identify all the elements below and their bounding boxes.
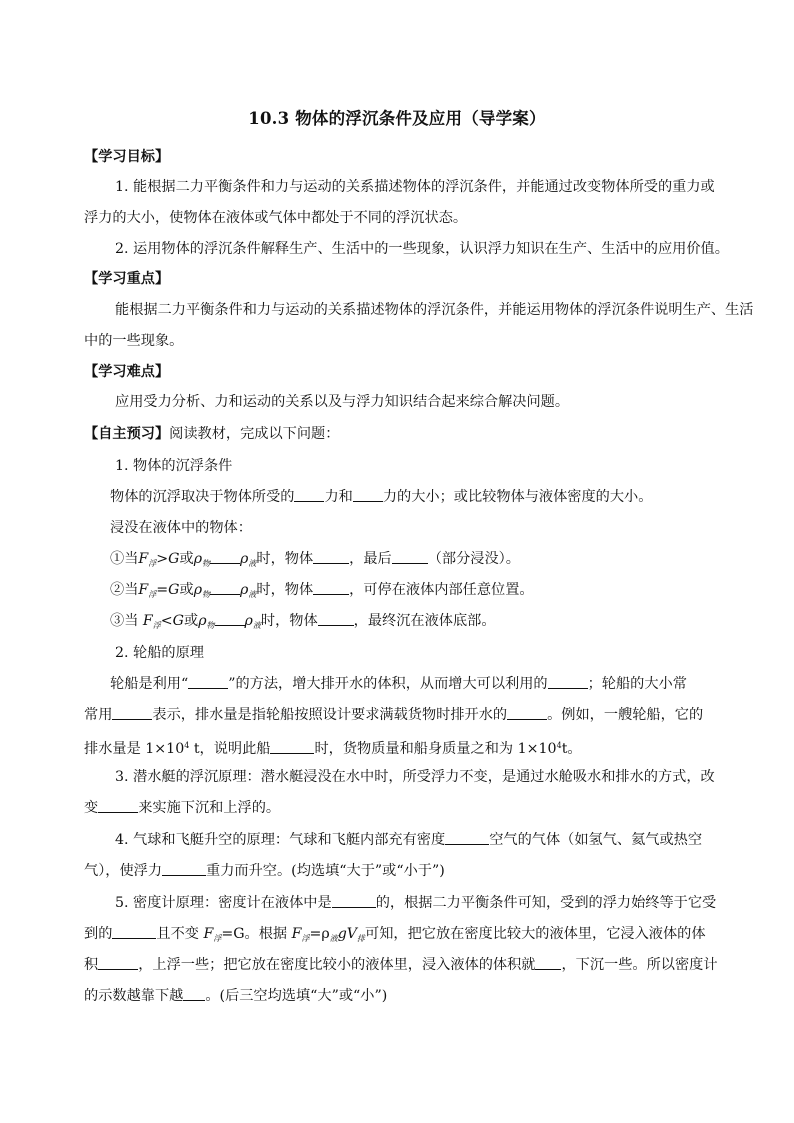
q2-l2-c: 。例如，一艘轮船，它的 xyxy=(547,707,704,723)
q5-l4-a: 的示数越靠下越 xyxy=(84,988,184,1004)
symbol-rho: ρ xyxy=(244,613,253,629)
symbol-gt: > xyxy=(156,551,169,567)
blank[interactable] xyxy=(507,705,547,720)
sub-fu: 浮 xyxy=(213,934,222,943)
sub-pai: 排 xyxy=(357,934,366,943)
symbol-rho: ρ xyxy=(193,582,203,598)
symbol-rho: ρ xyxy=(193,551,203,567)
blank[interactable] xyxy=(210,580,240,595)
c3-when: 时，物体 xyxy=(260,613,318,629)
goal-1-line-2: 浮力的大小，使物体在液体或气体中都处于不同的浮沉状态。 xyxy=(84,210,468,226)
q4-l1-a: 4. 气球和飞艇升空的原理：气球和飞艇内部充有密度 xyxy=(115,832,446,848)
q5-l1-b: 的，根据二力平衡条件可知，受到的浮力始终等于它受 xyxy=(375,895,717,911)
q3-line-2 xyxy=(84,798,280,818)
q5-l2-d: =ρ xyxy=(309,926,330,942)
blank[interactable] xyxy=(313,580,349,595)
symbol-F: F xyxy=(142,613,153,629)
q3-l2-b: 来实施下沉和上浮的。 xyxy=(138,800,281,816)
q2-l2-a: 常用 xyxy=(84,707,113,723)
sub-ye: 液 xyxy=(248,559,257,568)
blank[interactable] xyxy=(98,798,138,813)
blank[interactable] xyxy=(548,674,588,689)
sub-wu: 物 xyxy=(202,590,211,599)
word-or: 或 xyxy=(183,613,199,629)
sub-ye: 液 xyxy=(252,621,261,630)
blank[interactable] xyxy=(313,549,349,564)
q5-l2-c: =G。根据 xyxy=(221,926,292,942)
blank[interactable] xyxy=(294,487,324,502)
blank[interactable] xyxy=(445,830,489,845)
exponent: 4 xyxy=(184,741,190,750)
q5-l3-c: ，下沉一些。所以密度计 xyxy=(561,957,718,973)
c3-tail: ，最终沉在液体底部。 xyxy=(353,613,496,629)
q5-l2-a: 到的 xyxy=(84,926,113,942)
c1-tail-b: （部分浸没）。 xyxy=(427,551,520,567)
symbol-rho: ρ xyxy=(198,613,207,629)
q2-l3-d: t。 xyxy=(561,741,582,757)
c1-prefix: ①当 xyxy=(110,551,139,567)
blank[interactable] xyxy=(98,955,138,970)
q1-text-b: 力和 xyxy=(324,489,353,505)
heading-difficulties: 【学习难点】 xyxy=(84,364,170,380)
q5-line-1 xyxy=(115,893,716,913)
blank[interactable] xyxy=(215,611,245,626)
q1-text-a: 物体的沉浮取决于物体所受的 xyxy=(110,489,295,505)
difficulties-line-1: 应用受力分析、力和运动的关系以及与浮力知识结合起来综合解决问题。 xyxy=(115,394,570,410)
symbol-lt: < xyxy=(160,613,173,629)
q2-l1-b: ”的方法，增大排开水的体积，从而增大可以利用的 xyxy=(228,676,548,692)
sub-ye: 液 xyxy=(248,590,257,599)
blank[interactable] xyxy=(318,611,354,626)
blank[interactable] xyxy=(188,674,228,689)
q2-l3-a: 排水量是 1×10 xyxy=(84,741,185,757)
q1-text-c: 力的大小；或比较物体与液体密度的大小。 xyxy=(382,489,653,505)
exponent: 4 xyxy=(556,741,562,750)
c1-tail-a: ，最后 xyxy=(349,551,392,567)
symbol-F: F xyxy=(138,582,149,598)
q2-l1-a: 轮船是利用“ xyxy=(110,676,189,692)
heading-preview: 【自主预习】 xyxy=(84,426,170,442)
condition-1 xyxy=(110,549,520,574)
goal-2: 2. 运用物体的浮沉条件解释生产、生活中的一些现象，认识浮力知识在生产、生活中的应用价值。 xyxy=(115,241,729,257)
symbol-F: F xyxy=(138,551,149,567)
c2-tail: ，可停在液体内部任意位置。 xyxy=(349,582,534,598)
q2-line-1 xyxy=(110,674,687,694)
condition-3 xyxy=(110,611,496,636)
condition-2 xyxy=(110,580,534,605)
sub-ye: 液 xyxy=(329,934,338,943)
symbol-G: G xyxy=(168,551,180,567)
page-title: 10.3 物体的浮沉条件及应用（导学案） xyxy=(248,109,546,128)
c1-when: 时，物体 xyxy=(256,551,314,567)
preview-intro: 阅读教材，完成以下问题： xyxy=(169,426,340,442)
q2-line-2 xyxy=(84,705,703,725)
q1-title: 1. 物体的沉浮条件 xyxy=(115,458,233,474)
blank[interactable] xyxy=(210,549,240,564)
q4-l2-b: 重力而升空。(均选填“大于”或“小于”) xyxy=(206,863,445,879)
q1-subheading: 浸没在液体中的物体： xyxy=(110,520,252,536)
goal-1-line-1: 1. 能根据二力平衡条件和力与运动的关系描述物体的浮沉条件，并能通过改变物体所受的重力或 xyxy=(115,179,715,195)
key-points-line-1: 能根据二力平衡条件和力与运动的关系描述物体的浮沉条件，并能运用物体的浮沉条件说明生产、生活 xyxy=(115,302,754,318)
blank[interactable] xyxy=(162,861,206,876)
sub-wu: 物 xyxy=(206,621,215,630)
blank[interactable] xyxy=(535,955,561,970)
q2-l3-c: 时，货物质量和船身质量之和为 1×10 xyxy=(314,741,557,757)
sub-fu: 浮 xyxy=(148,559,157,568)
heading-learning-goals: 【学习目标】 xyxy=(84,149,170,165)
q5-l2-e: gV xyxy=(337,926,358,942)
q5-l1-a: 5. 密度计原理：密度计在液体中是 xyxy=(115,895,332,911)
word-or: 或 xyxy=(179,582,194,598)
q5-l2-b: 且不变 xyxy=(156,926,204,942)
c2-prefix: ②当 xyxy=(110,582,139,598)
sub-wu: 物 xyxy=(202,559,211,568)
q2-l2-b: 表示，排水量是指轮船按照设计要求满载货物时排开水的 xyxy=(152,707,508,723)
q4-line-2 xyxy=(84,861,445,881)
q5-l3-a: 积 xyxy=(84,957,99,973)
symbol-F: F xyxy=(291,926,302,942)
q5-line-4 xyxy=(84,986,387,1006)
symbol-G: G xyxy=(168,582,180,598)
q1-statement xyxy=(110,487,652,507)
sub-fu: 浮 xyxy=(301,934,310,943)
sub-fu: 浮 xyxy=(148,590,157,599)
heading-key-points: 【学习重点】 xyxy=(84,271,170,287)
q4-l1-b: 空气的气体（如氢气、氦气或热空 xyxy=(489,832,703,848)
sub-fu: 浮 xyxy=(152,621,161,630)
blank[interactable] xyxy=(112,705,152,720)
key-points-line-2: 中的一些现象。 xyxy=(84,333,184,349)
q5-l2-f: 可知，把它放在密度比较大的液体里，它浸入液体的体 xyxy=(365,926,706,942)
q2-line-3 xyxy=(84,736,582,759)
blank[interactable] xyxy=(392,549,428,564)
symbol-rho: ρ xyxy=(240,551,249,567)
symbol-eq: = xyxy=(156,582,169,598)
word-or: 或 xyxy=(179,551,194,567)
c2-when: 时，物体 xyxy=(256,582,314,598)
blank[interactable] xyxy=(112,924,156,939)
blank[interactable] xyxy=(353,487,383,502)
q5-line-3 xyxy=(84,955,718,975)
q5-l4-b: 。(后三空均选填“大”或“小”) xyxy=(205,988,388,1004)
preview-heading-row xyxy=(84,424,339,444)
q4-l2-a: 气），使浮力 xyxy=(84,863,163,879)
symbol-F: F xyxy=(203,926,214,942)
q5-line-2 xyxy=(84,924,706,949)
q2-title: 2. 轮船的原理 xyxy=(115,645,204,661)
q4-line-1 xyxy=(115,830,702,850)
c3-prefix: ③当 xyxy=(110,613,143,629)
symbol-rho: ρ xyxy=(240,582,249,598)
q2-l1-c: ；轮船的大小常 xyxy=(587,676,687,692)
q5-l3-b: ，上浮一些；把它放在密度比较小的液体里，浸入液体的体积就 xyxy=(138,957,536,973)
blank[interactable] xyxy=(270,739,314,754)
symbol-G: G xyxy=(172,613,184,629)
q2-l3-b: t，说明此船 xyxy=(189,741,271,757)
blank[interactable] xyxy=(183,986,205,1001)
q3-line-1: 3. 潜水艇的浮沉原理：潜水艇浸没在水中时，所受浮力不变，是通过水舱吸水和排水的方式，改 xyxy=(115,769,715,785)
q3-l2-a: 变 xyxy=(84,800,99,816)
blank[interactable] xyxy=(332,893,376,908)
